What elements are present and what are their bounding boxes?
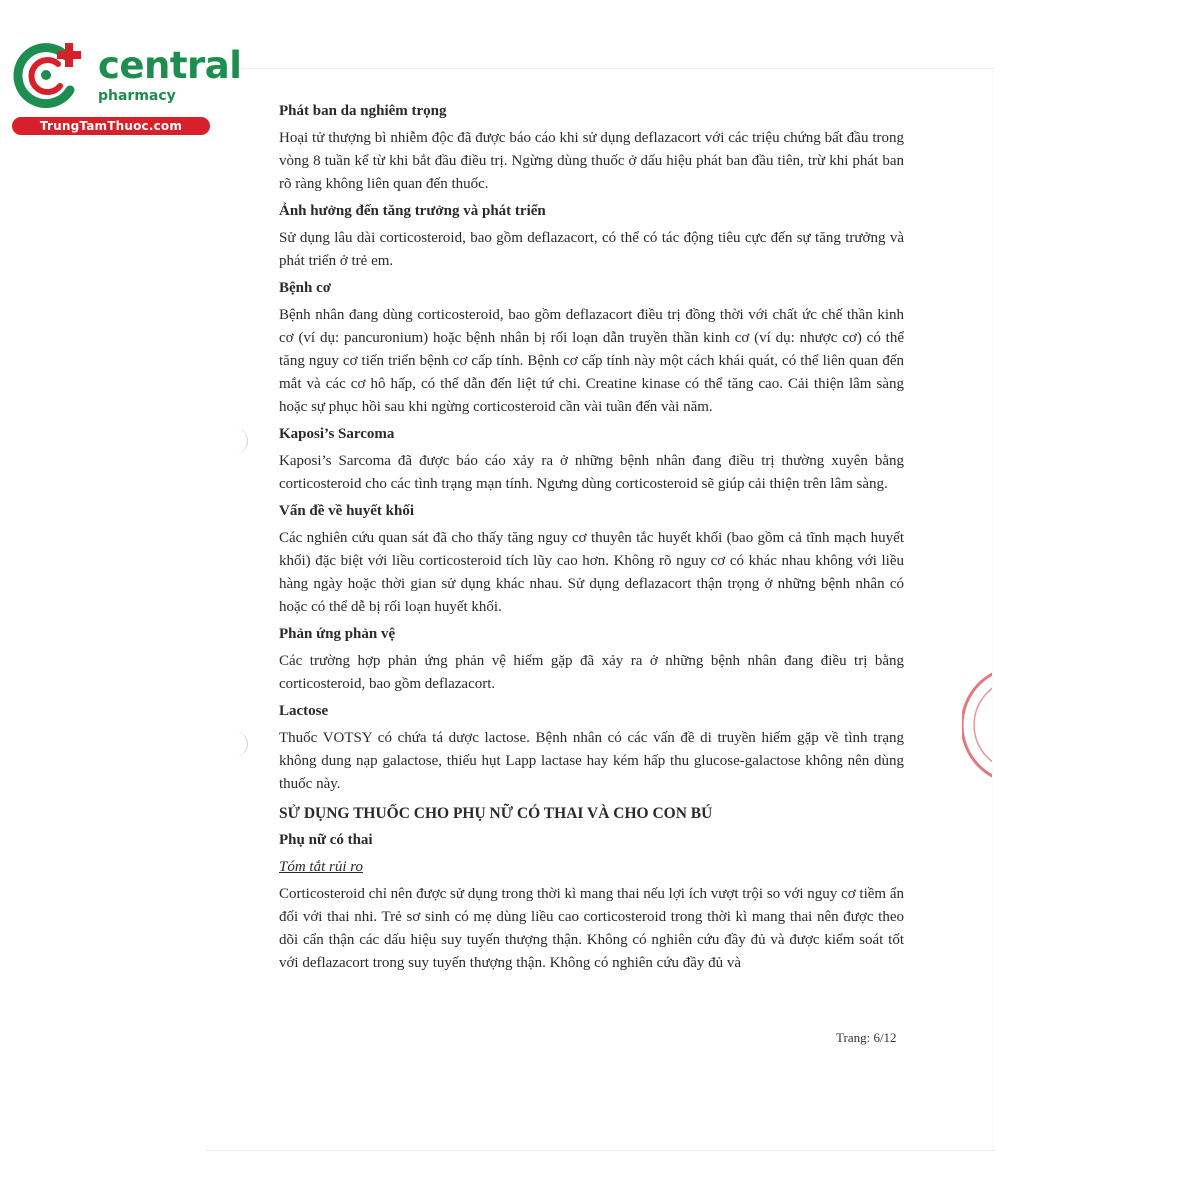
subheading: Bệnh cơ <box>279 280 332 296</box>
page-edge-bottom <box>205 1150 995 1151</box>
page-edge-top <box>205 68 995 69</box>
paragraph: Các nghiên cứu quan sát đã cho thấy tăng nguy cơ thuyên tắc huyết khối (bao gồm cả tĩnh mạch huyết khối) đặc biệt với liều corticosteroid tích lũy cao hơn. Không rõ nguy cơ có khác nhau không với liều hàng ngày hoặc thời gian sử dụng khác nhau. Sử dụng deflazacort thận trọng ở những bệnh nhân có hoặc có thể dễ bị rối loạn huyết khối. <box>279 530 904 615</box>
page-edge-right <box>992 70 993 1150</box>
paragraph: Bệnh nhân đang dùng corticosteroid, bao gồm deflazacort điều trị đồng thời với chất ức chế thần kinh cơ (ví dụ: pancuronium) hoặc bệnh nhân bị rối loạn dẫn truyền thần kinh cơ (ví dụ: nhược cơ) có thể tăng nguy cơ tiến triển bệnh cơ cấp tính. Bệnh cơ cấp tính này một cách khái quát, có thể liên quan đến mắt và các cơ hô hấp, có thể dẫn đến liệt tứ chi. Creatine kinase có thể tăng cao. Cải thiện lâm sàng hoặc sự phục hồi sau khi ngừng corticosteroid cần vài tuần đến vài năm. <box>279 307 904 415</box>
subheading: Ảnh hưởng đến tăng trưởng và phát triển <box>279 203 546 219</box>
subheading: Lactose <box>279 703 329 719</box>
page-number: Trang: 6/12 <box>836 1030 897 1045</box>
subheading: Phát ban da nghiêm trọng <box>279 103 447 119</box>
paragraph: Hoại tử thượng bì nhiễm độc đã được báo cáo khi sử dụng deflazacort với các triệu chứng bất đầu trong vòng 8 tuần kể từ khi bắt đầu điều trị. Ngừng dùng thuốc ở dấu hiệu phát ban đầu tiên, trừ khi phát ban rõ ràng không liên quan đến thuốc. <box>279 130 904 192</box>
document-body <box>279 100 904 979</box>
subheading: Phản ứng phản vệ <box>279 626 396 642</box>
red-stamp-fragment <box>962 655 992 795</box>
section-heading: SỬ DỤNG THUỐC CHO PHỤ NỮ CÓ THAI VÀ CHO CON BÚ <box>279 805 713 822</box>
punch-hole <box>229 731 248 757</box>
logo-brand-text: central <box>98 44 242 87</box>
logo-url-banner: TrungTamThuoc.com <box>12 117 210 135</box>
punch-hole <box>229 428 248 454</box>
paragraph: Các trường hợp phản ứng phản vệ hiếm gặp đã xảy ra ở những bệnh nhân đang điều trị bằng corticosteroid, bao gồm deflazacort. <box>279 653 904 692</box>
paragraph: Corticosteroid chỉ nên được sử dụng trong thời kì mang thai nếu lợi ích vượt trội so với nguy cơ tiềm ẩn đối với thai nhi. Trẻ sơ sinh có mẹ dùng liều cao corticosteroid trong thời kì mang thai nên được theo dõi cẩn thận các dấu hiệu suy tuyến thượng thận. Không có nghiên cứu đầy đủ và được kiểm soát tốt với deflazacort trong suy tuyến thượng thận. Không có nghiên cứu đầy đủ và <box>279 886 904 971</box>
subheading: Phụ nữ có thai <box>279 832 373 848</box>
subheading: Vấn đề về huyết khối <box>279 503 415 519</box>
paragraph: Kaposi’s Sarcoma đã được báo cáo xảy ra ở những bệnh nhân đang điều trị thường xuyên bằng corticosteroid cho các tình trạng mạn tính. Ngưng dùng corticosteroid sẽ giúp cải thiện trên lâm sàng. <box>279 453 904 492</box>
central-pharmacy-logo[interactable] <box>10 38 242 138</box>
logo-sub-text: pharmacy <box>98 88 176 104</box>
subsection-label: Tóm tắt rủi ro <box>279 859 364 875</box>
paragraph: Sử dụng lâu dài corticosteroid, bao gồm deflazacort, có thể có tác động tiêu cực đến sự tăng trưởng và phát triển ở trẻ em. <box>279 230 904 269</box>
paragraph: Thuốc VOTSY có chứa tá dược lactose. Bệnh nhân có các vấn đề di truyền hiếm gặp về tình trạng không dung nạp galactose, thiếu hụt Lapp lactase hay kém hấp thu glucose-galactose không nên dùng thuốc này. <box>279 730 904 792</box>
pharmacy-cross-logo-icon <box>10 38 90 110</box>
subheading: Kaposi’s Sarcoma <box>279 426 395 442</box>
